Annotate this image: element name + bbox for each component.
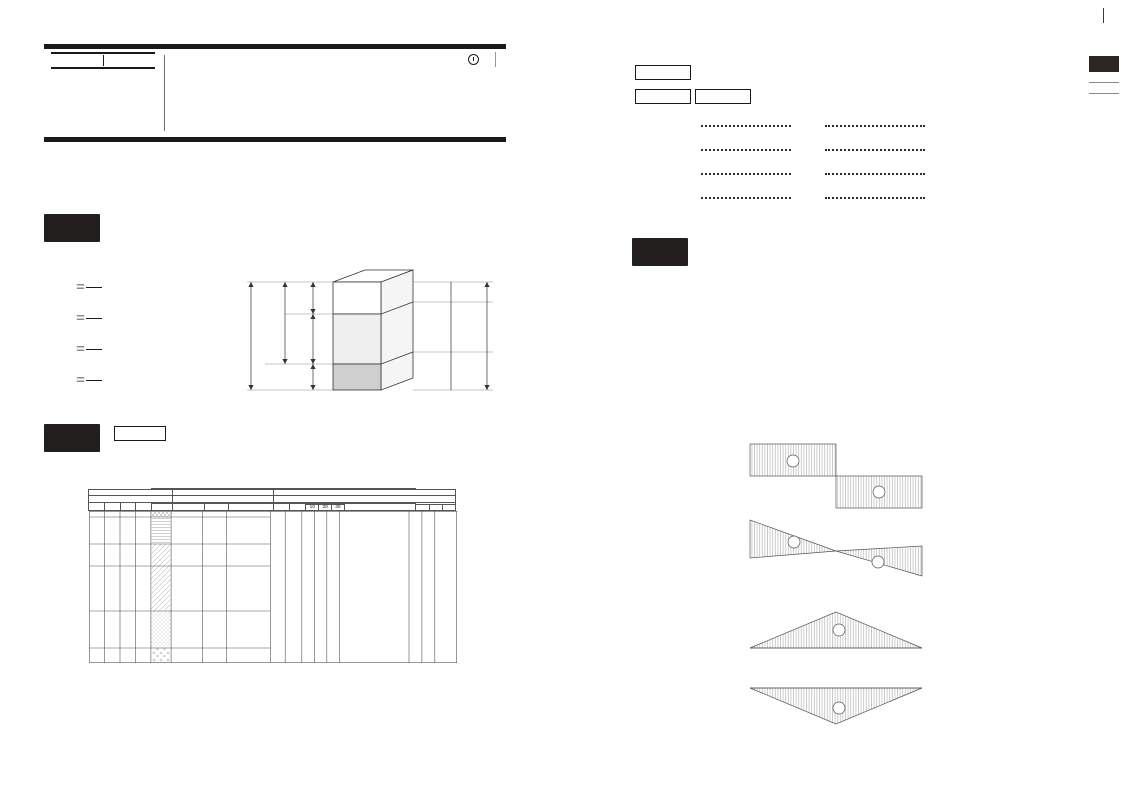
- option-dots: [825, 149, 925, 151]
- side-tab-term: [1089, 72, 1119, 83]
- log-body: [89, 511, 456, 663]
- exam-time: [468, 52, 505, 67]
- bmd-diagram-4[interactable]: [748, 682, 928, 737]
- answer-fraction: [86, 349, 102, 350]
- col-spt-depth: [274, 503, 289, 510]
- blow-20: 20: [319, 504, 332, 510]
- right-page: [563, 0, 1127, 800]
- bmd-diagram-1[interactable]: [748, 442, 928, 523]
- question-3-badge: [632, 238, 688, 266]
- option-row[interactable]: [643, 197, 1043, 221]
- col-color: [204, 503, 228, 510]
- question-1-answer-list: [46, 272, 103, 396]
- option-dots: [825, 197, 925, 199]
- question-2-paragraph: [633, 62, 1065, 110]
- question-2-badge: [44, 424, 100, 452]
- col-thickness: [136, 502, 152, 510]
- left-page: [0, 0, 563, 800]
- col-soil-name: [172, 503, 204, 510]
- answer-option[interactable]: =: [46, 334, 103, 365]
- answer-fraction: [86, 318, 102, 319]
- blow-10: 10: [306, 504, 319, 510]
- fraction-bar: [86, 287, 102, 288]
- option-row[interactable]: [643, 125, 1043, 149]
- fraction-bar: [86, 380, 102, 381]
- col-remarks: [229, 503, 274, 510]
- side-tab-section: [1089, 83, 1119, 94]
- col-scale: [89, 502, 105, 510]
- option-row[interactable]: [643, 173, 1043, 197]
- col-soil-symbol: [152, 503, 173, 510]
- side-tab-year-block: [1089, 56, 1119, 72]
- table-body-row: [89, 510, 456, 663]
- bmd-diagram-3[interactable]: [748, 608, 928, 663]
- option-dots: [701, 125, 791, 127]
- masthead: [44, 44, 506, 142]
- question-2-text: [112, 424, 168, 467]
- boring-log-table: [88, 488, 456, 663]
- bmd-diagram-2[interactable]: [748, 518, 928, 589]
- option-row[interactable]: [643, 149, 1043, 173]
- question-2-options: [643, 120, 1043, 221]
- fraction-bar: [86, 318, 102, 319]
- option-dots: [825, 173, 925, 175]
- col-nvalue-chart: [344, 503, 416, 510]
- col-depth: [120, 502, 136, 510]
- question-1-header: [44, 214, 514, 242]
- answer-option[interactable]: =: [46, 303, 103, 334]
- question-2-header: [44, 424, 516, 467]
- clock-icon: [468, 54, 479, 65]
- side-tab: [1089, 56, 1119, 94]
- masthead-bottom-rule: [44, 137, 506, 142]
- answer-fraction: [86, 287, 102, 288]
- col-blow-count: [289, 503, 306, 510]
- answer-option[interactable]: =: [46, 272, 103, 303]
- masthead-year-block: [44, 49, 162, 137]
- question-1-badge: [44, 214, 100, 242]
- col-elevation: [104, 502, 120, 510]
- blank-ro: [635, 89, 691, 104]
- soil-composition-figure: [225, 258, 515, 400]
- fraction-bar: [86, 349, 102, 350]
- blow-30: 30: [332, 504, 345, 510]
- option-dots: [701, 149, 791, 151]
- answer-blank-box: [114, 426, 166, 441]
- answer-fraction: [86, 380, 102, 381]
- question-3-header: [632, 238, 1072, 281]
- option-dots: [825, 125, 925, 127]
- answer-option[interactable]: =: [46, 365, 103, 396]
- exam-time-sep: [495, 52, 497, 67]
- masthead-era-sep: [103, 55, 104, 66]
- option-dots: [701, 197, 791, 199]
- blank-ha: [695, 89, 751, 104]
- option-dots: [701, 173, 791, 175]
- blank-i: [635, 65, 691, 80]
